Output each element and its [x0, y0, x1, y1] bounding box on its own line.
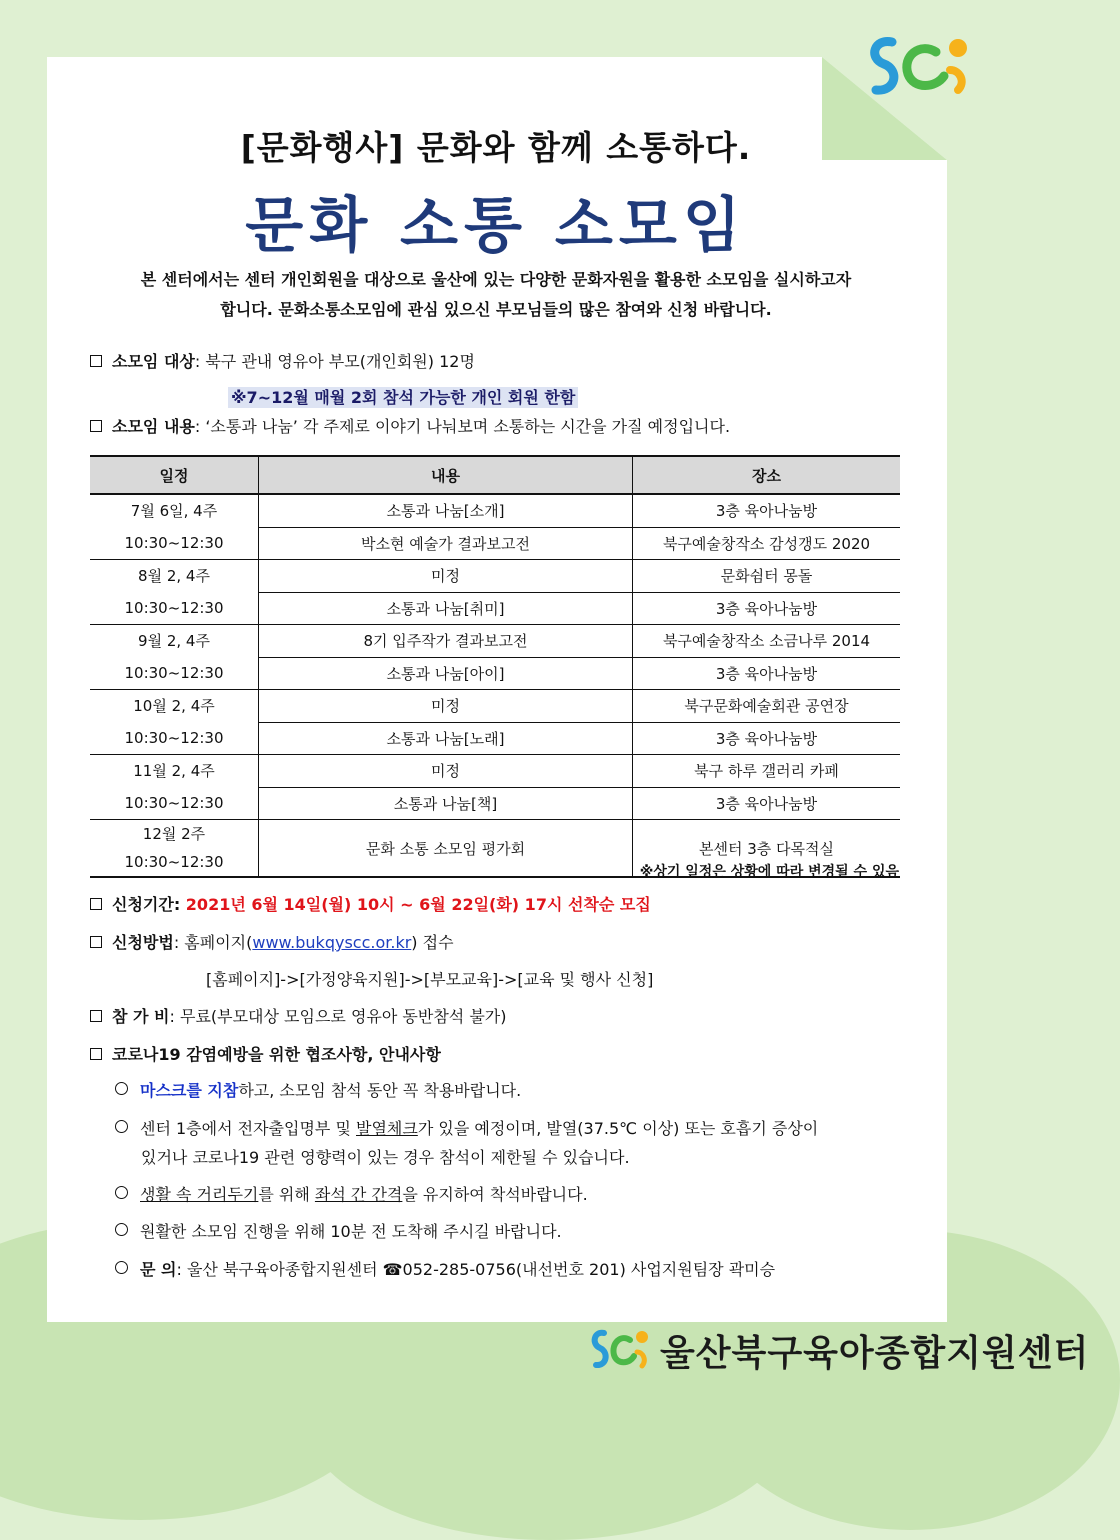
intro-line: 본 센터에서는 센터 개인회원을 대상으로 울산에 있는 다양한 문화자원을 활용한 소모임을 실시하고자: [140, 270, 852, 289]
target-line: [90, 351, 475, 373]
fee-line: [90, 1006, 507, 1028]
place-cell: 3층 육아나눔방: [633, 787, 901, 820]
table-row: [90, 560, 900, 593]
content-cell: 소통과 나눔[소개]: [259, 494, 633, 527]
content-cell: 소통과 나눔[취미]: [259, 592, 633, 625]
content-cell: 미정: [259, 560, 633, 593]
event-title: 문화 소통 소모임: [245, 191, 747, 261]
intro-line: 합니다. 문화소통소모임에 관심 있으신 부모님들의 많은 참여와 신청 바랍니다.: [220, 300, 772, 319]
covid-bullet-continuation: 있거나 코로나19 관련 영향력이 있는 경우 참석이 제한될 수 있습니다.: [141, 1148, 630, 1167]
circle-bullet-icon: [115, 1186, 128, 1199]
target-value: : 북구 관내 영유아 부모(개인회원) 12명: [194, 352, 475, 371]
covid-heading-line: [90, 1044, 441, 1066]
content-cell: 미정: [259, 755, 633, 788]
column-header: 내용: [259, 456, 633, 494]
date-cell: 12월 2주 10:30~12:30: [90, 820, 259, 878]
target-note: ※7~12월 매월 2회 참석 가능한 개인 회원 한함: [228, 387, 578, 408]
place-cell: 3층 육아나눔방: [633, 494, 901, 527]
covid-bullet: 생활 속 거리두기를 위해 좌석 간 간격을 유지하여 착석바랍니다.: [115, 1180, 588, 1210]
circle-bullet-icon: [115, 1223, 128, 1236]
center-logo-icon: [862, 30, 974, 106]
content-cell: 소통과 나눔[노래]: [259, 722, 633, 755]
circle-bullet-icon: [115, 1082, 128, 1095]
checkbox-icon: [90, 420, 102, 432]
covid-bullet: 마스크를 지참하고, 소모임 참석 동안 꼭 착용바랍니다.: [115, 1076, 521, 1106]
fee-label: 참 가 비: [112, 1007, 170, 1026]
place-cell: 본센터 3층 다목적실: [633, 820, 901, 878]
content-cell: 문화 소통 소모임 평가회: [259, 820, 633, 878]
date-cell: 8월 2, 4주 10:30~12:30: [90, 560, 259, 625]
checkbox-icon: [90, 1048, 102, 1060]
contact-line: 문 의: 울산 북구육아종합지원센터 ☎052-285-0756(내선번호 201) 사업지원팀장 곽미승: [115, 1255, 775, 1285]
content-cell: 소통과 나눔[책]: [259, 787, 633, 820]
content-cell: 8기 입주작가 결과보고전: [259, 625, 633, 658]
covid-bullet: 센터 1층에서 전자출입명부 및 발열체크가 있을 예정이며, 발열(37.5℃ 이상) 또는 호흡기 증상이: [115, 1114, 818, 1144]
method-label: 신청방법: [112, 933, 174, 952]
period-label: 신청기간: [112, 895, 174, 914]
content-value: : ‘소통과 나눔’ 각 주제로 이야기 나눠보며 소통하는 시간을 가질 예정입니다.: [194, 417, 731, 436]
homepage-link[interactable]: www.bukqyscc.or.kr: [252, 933, 412, 952]
content-line: [90, 416, 730, 438]
period-line: 신청기간: 2021년 6월 14일(월) 10시 ~ 6월 22일(화) 17시 선착순 모집: [90, 894, 651, 916]
place-cell: 북구 하루 갤러리 카페: [633, 755, 901, 788]
table-row: [90, 625, 900, 658]
method-line: 신청방법: 홈페이지(www.bukqyscc.or.kr) 접수: [90, 932, 454, 954]
place-cell: 3층 육아나눔방: [633, 592, 901, 625]
fee-value: : 무료(부모대상 모임으로 영유아 동반참석 불가): [169, 1007, 507, 1026]
date-cell: 10월 2, 4주 10:30~12:30: [90, 690, 259, 755]
footer-org-name: 울산북구육아종합지원센터: [660, 1333, 1090, 1374]
content-cell: 박소현 예술가 결과보고전: [259, 527, 633, 560]
checkbox-icon: [90, 936, 102, 948]
target-label: 소모임 대상: [112, 352, 195, 371]
covid-bullet: 원활한 소모임 진행을 위해 10분 전 도착해 주시길 바랍니다.: [115, 1217, 562, 1247]
checkbox-icon: [90, 1010, 102, 1022]
event-subtitle: [문화행사] 문화와 함께 소통하다.: [240, 128, 752, 167]
date-cell: 9월 2, 4주 10:30~12:30: [90, 625, 259, 690]
content-label: 소모임 내용: [112, 417, 195, 436]
content-cell: 소통과 나눔[아이]: [259, 657, 633, 690]
column-header: 장소: [633, 456, 901, 494]
table-row: [90, 690, 900, 723]
schedule-note: ※상기 일정은 상황에 따라 변경될 수 있음: [639, 864, 899, 880]
covid-heading: 코로나19 감염예방을 위한 협조사항, 안내사항: [112, 1045, 441, 1064]
content-cell: 미정: [259, 690, 633, 723]
schedule-table: [90, 455, 900, 878]
table-row: [90, 494, 900, 527]
circle-bullet-icon: [115, 1120, 128, 1133]
date-cell: 7월 6일, 4주 10:30~12:30: [90, 494, 259, 560]
place-cell: 3층 육아나눔방: [633, 722, 901, 755]
period-value: 2021년 6월 14일(월) 10시 ~ 6월 22일(화) 17시 선착순 모집: [185, 895, 651, 914]
checkbox-icon: [90, 898, 102, 910]
circle-bullet-icon: [115, 1261, 128, 1274]
place-cell: 3층 육아나눔방: [633, 657, 901, 690]
method-path: [홈페이지]->[가정양육지원]->[부모교육]->[교육 및 행사 신청]: [206, 970, 654, 989]
intro-paragraph: [95, 265, 897, 325]
place-cell: 북구예술창작소 소금나루 2014: [633, 625, 901, 658]
place-cell: 북구문화예술회관 공연장: [633, 690, 901, 723]
column-header: 일정: [90, 456, 259, 494]
checkbox-icon: [90, 355, 102, 367]
center-logo-icon: [588, 1325, 650, 1377]
place-cell: 문화쉼터 몽돌: [633, 560, 901, 593]
target-note-line: [228, 387, 578, 409]
date-cell: 11월 2, 4주 10:30~12:30: [90, 755, 259, 820]
place-cell: 북구예술창작소 감성갱도 2020: [633, 527, 901, 560]
table-row: [90, 755, 900, 788]
